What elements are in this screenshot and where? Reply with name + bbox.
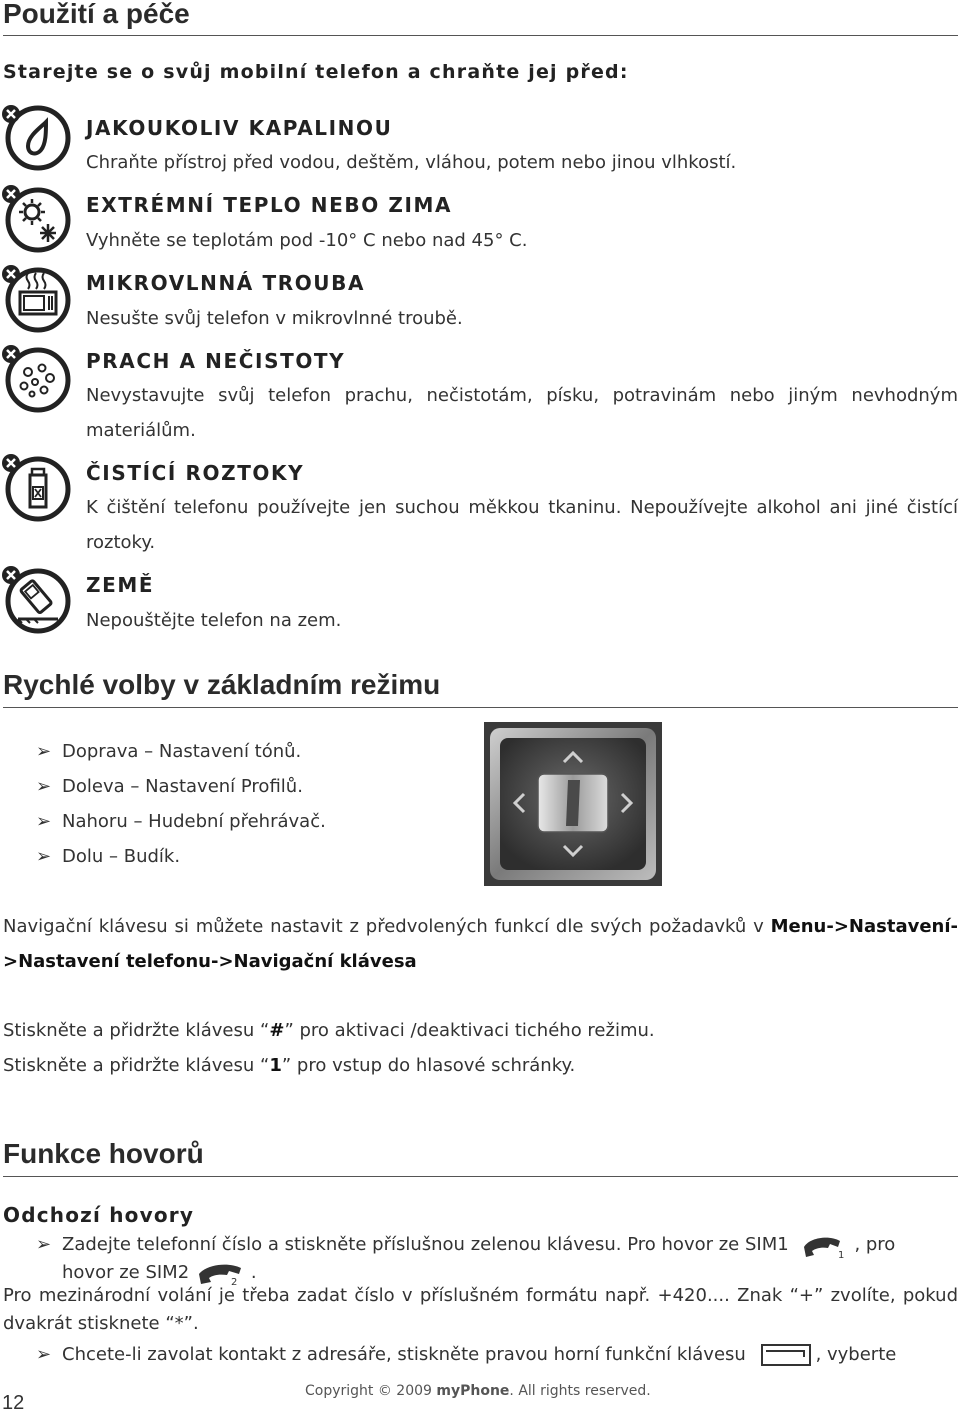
care-item-title: JAKOUKOLIV KAPALINOU — [86, 116, 393, 140]
care-item-text: Nepouštějte telefon na zem. — [86, 610, 342, 631]
list-item: ➢ Doprava – Nastavení tónů. — [36, 741, 302, 762]
arrow-bullet-icon: ➢ — [36, 776, 52, 797]
sun-snowflake-icon — [0, 182, 75, 257]
section-title-calls: Funkce hovorů — [3, 1138, 204, 1169]
microwave-icon — [0, 262, 75, 337]
care-item-title: ZEMĚ — [86, 573, 155, 597]
international-call-paragraph: Pro mezinárodní volání je třeba zadat číslo v příslušném formátu např. +420.... Znak “+” zvolíte, pokud dvakrát stisknete “*”. — [3, 1285, 958, 1334]
care-item-text: Nesušte svůj telefon v mikrovlnné troubě. — [86, 308, 463, 329]
list-item: ➢ Chcete-li zavolat kontakt z adresáře, stiskněte pravou horní funkční klávesu , vyberte — [36, 1344, 897, 1365]
care-item-text: Nevystavujte svůj telefon prachu, nečistotám, písku, potravinám nebo jiným nevhodným materiálům. — [86, 385, 958, 441]
water-drop-icon — [0, 102, 75, 177]
arrow-bullet-icon: ➢ — [36, 741, 52, 762]
arrow-bullet-icon: ➢ — [36, 1234, 52, 1255]
page-number: 12 — [2, 1392, 25, 1414]
svg-text:2: 2 — [230, 1277, 238, 1286]
outgoing-calls-subtitle: Odchozí hovory — [3, 1203, 195, 1227]
section-title-quick: Rychlé volby v základním režimu — [3, 669, 441, 700]
care-item-title: ČISTÍCÍ ROZTOKY — [86, 461, 305, 485]
falling-phone-icon — [0, 563, 75, 638]
care-item-text: Vyhněte se teplotám pod -10° C nebo nad 45° C. — [86, 230, 528, 251]
right-soft-key-icon — [760, 1343, 812, 1367]
svg-text:1: 1 — [838, 1250, 845, 1259]
copyright: Copyright © 2009 myPhone. All rights reserved. — [305, 1383, 651, 1399]
care-item-title: EXTRÉMNÍ TEPLO NEBO ZIMA — [86, 193, 453, 217]
care-item-title: PRACH A NEČISTOTY — [86, 349, 346, 373]
chemical-bottle-icon — [0, 451, 75, 526]
list-item-continued: hovor ze SIM2 2 . — [62, 1262, 257, 1286]
navigation-key-image — [484, 722, 662, 886]
title-rule — [3, 1176, 958, 1177]
hash-key-paragraph: Stiskněte a přidržte klávesu “#” pro aktivaci /deaktivaci tichého režimu. — [3, 1020, 655, 1041]
arrow-bullet-icon: ➢ — [36, 1344, 52, 1365]
one-key-paragraph: Stiskněte a přidržte klávesu “1” pro vstup do hlasové schránky. — [3, 1055, 576, 1076]
section-title-care: Použití a péče — [3, 0, 190, 29]
arrow-bullet-icon: ➢ — [36, 846, 52, 867]
care-item-title: MIKROVLNNÁ TROUBA — [86, 271, 366, 295]
arrow-bullet-icon: ➢ — [36, 811, 52, 832]
nav-key-paragraph: Navigační klávesu si můžete nastavit z předvolených funkcí dle svých požadavků v Menu->Nastavení->Nastavení telefonu->Navigační klávesa — [3, 916, 958, 972]
list-item: ➢ Doleva – Nastavení Profilů. — [36, 776, 303, 797]
title-rule — [3, 35, 958, 36]
care-item-text: K čištění telefonu používejte jen suchou měkkou tkaninu. Nepoužívejte alkohol ani jiné čistící roztoky. — [86, 497, 958, 553]
care-item-text: Chraňte přístroj před vodou, deštěm, vláhou, potem nebo jinou vlhkostí. — [86, 152, 737, 173]
list-item: ➢ Zadejte telefonní číslo a stiskněte příslušnou zelenou klávesu. Pro hovor ze SIM1 1 , pro — [36, 1231, 958, 1259]
sim1-call-key-icon — [800, 1231, 850, 1259]
dust-particles-icon — [0, 342, 75, 417]
brand-name: myPhone — [436, 1383, 510, 1399]
care-intro: Starejte se o svůj mobilní telefon a chraňte jej před: — [3, 61, 629, 83]
list-item: ➢ Nahoru – Hudební přehrávač. — [36, 811, 326, 832]
title-rule — [3, 707, 958, 708]
list-item: ➢ Dolu – Budík. — [36, 846, 181, 867]
